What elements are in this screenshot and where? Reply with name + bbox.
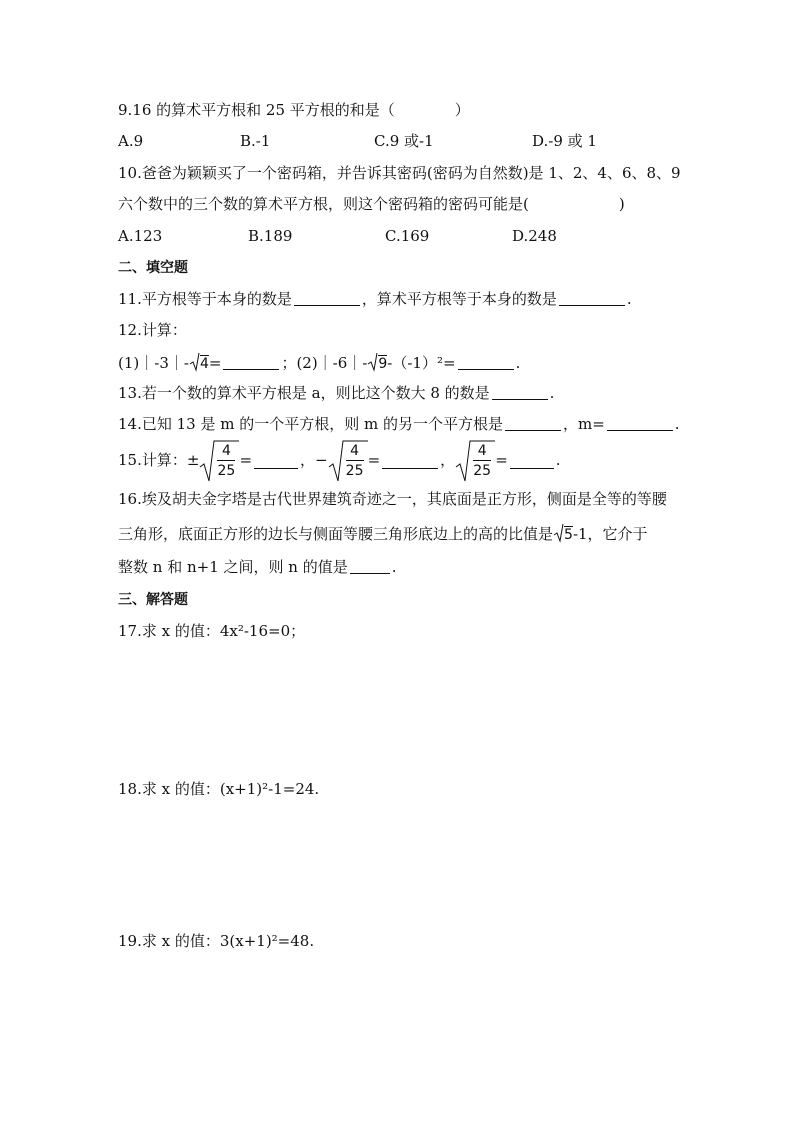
question-13 xyxy=(118,383,554,403)
question-14 xyxy=(118,414,680,434)
answer-blank xyxy=(492,384,548,400)
question-9-stem: 9.16 的算术平方根和 25 平方根的和是（ ） xyxy=(118,101,470,119)
radical-sign-icon xyxy=(189,352,200,372)
answer-blank xyxy=(607,415,673,431)
equals: = xyxy=(239,451,253,469)
period: . xyxy=(674,415,680,433)
sqrt-fraction-4-25: $\frac{4}{25}$ xyxy=(199,439,239,483)
question-14-text-2: ，m= xyxy=(563,415,605,433)
question-16-line-1: 16.埃及胡夫金字塔是古代世界建筑奇迹之一，其底面是正方形，侧面是全等的等腰 xyxy=(118,490,667,508)
question-9-option-a: A.9 xyxy=(118,132,144,150)
question-13-text: 13.若一个数的算术平方根是 a，则比这个数大 8 的数是 xyxy=(118,384,490,402)
question-18: 18.求 x 的值：(x+1)²-1=24. xyxy=(118,780,320,798)
equals: = xyxy=(495,451,508,469)
answer-blank xyxy=(505,415,561,431)
expression-part-2: ；(2)｜-6｜- xyxy=(281,354,368,372)
equals: = xyxy=(208,354,222,372)
answer-blank xyxy=(350,558,390,574)
question-10-option-a: A.123 xyxy=(118,227,163,245)
question-11-text-2: ，算术平方根等于本身的数是 xyxy=(361,290,557,308)
question-9-option-c: C.9 或-1 xyxy=(374,132,434,150)
question-16-text: 三角形，底面正方形的边长与侧面等腰三角形底边上的高的比值是 xyxy=(118,525,554,543)
answer-blank xyxy=(254,453,298,469)
answer-blank xyxy=(223,354,279,370)
question-16-text: 整数 n 和 n+1 之间，则 n 的值是 xyxy=(118,558,348,576)
separator: ， xyxy=(440,451,456,469)
sqrt-9: 9 xyxy=(367,352,387,374)
period: . xyxy=(555,451,561,469)
question-17: 17.求 x 的值：4x²-16=0； xyxy=(118,622,306,640)
question-12-label: 12.计算： xyxy=(118,321,187,339)
radical-sign-icon xyxy=(367,352,378,372)
question-9-option-d: D.-9 或 1 xyxy=(532,132,597,150)
question-15-label: 15.计算：± xyxy=(118,451,200,469)
section-heading-solve: 三、解答题 xyxy=(118,592,188,608)
question-10-line-2: 六个数中的三个数的算术平方根，则这个密码箱的密码可能是( ) xyxy=(118,195,625,213)
expression-part-3: -（-1）²= xyxy=(387,354,456,372)
answer-blank xyxy=(294,290,360,306)
question-16-line-3 xyxy=(118,557,397,577)
question-19: 19.求 x 的值：3(x+1)²=48. xyxy=(118,932,315,950)
question-10-option-b: B.189 xyxy=(248,227,293,245)
question-14-text-1: 14.已知 13 是 m 的一个平方根，则 m 的另一个平方根是 xyxy=(118,415,503,433)
sqrt-fraction-4-25: $\frac{4}{25}$ xyxy=(455,439,495,483)
question-11-text-1: 11.平方根等于本身的数是 xyxy=(118,290,292,308)
period: . xyxy=(626,290,632,308)
question-9-option-b: B.-1 xyxy=(240,132,271,150)
question-10-option-c: C.169 xyxy=(385,227,430,245)
question-10-option-d: D.248 xyxy=(512,227,557,245)
equals: = xyxy=(367,451,381,469)
expression-part-1: (1)｜-3｜- xyxy=(118,354,189,372)
sqrt-fraction-4-25: $\frac{4}{25}$ xyxy=(328,439,368,483)
section-heading-fill-in: 二、填空题 xyxy=(118,260,188,276)
question-16-text-suffix: -1，它介于 xyxy=(572,525,648,543)
separator: ，− xyxy=(300,451,328,469)
question-11 xyxy=(118,289,632,309)
sqrt-4: 4 xyxy=(189,352,209,374)
sqrt-5: 5 xyxy=(553,523,573,545)
answer-blank xyxy=(382,453,438,469)
answer-blank xyxy=(510,453,554,469)
question-10-line-1: 10.爸爸为颖颖买了一个密码箱，并告诉其密码(密码为自然数)是 1、2、4、6、8、9 xyxy=(118,164,681,182)
period: . xyxy=(515,354,521,372)
question-12-expression xyxy=(118,352,520,374)
answer-blank xyxy=(458,354,514,370)
radical-sign-icon xyxy=(553,523,564,543)
period: . xyxy=(391,558,397,576)
question-15 xyxy=(118,438,561,483)
answer-blank xyxy=(559,290,625,306)
period: . xyxy=(549,384,555,402)
question-16-line-2 xyxy=(118,523,648,545)
